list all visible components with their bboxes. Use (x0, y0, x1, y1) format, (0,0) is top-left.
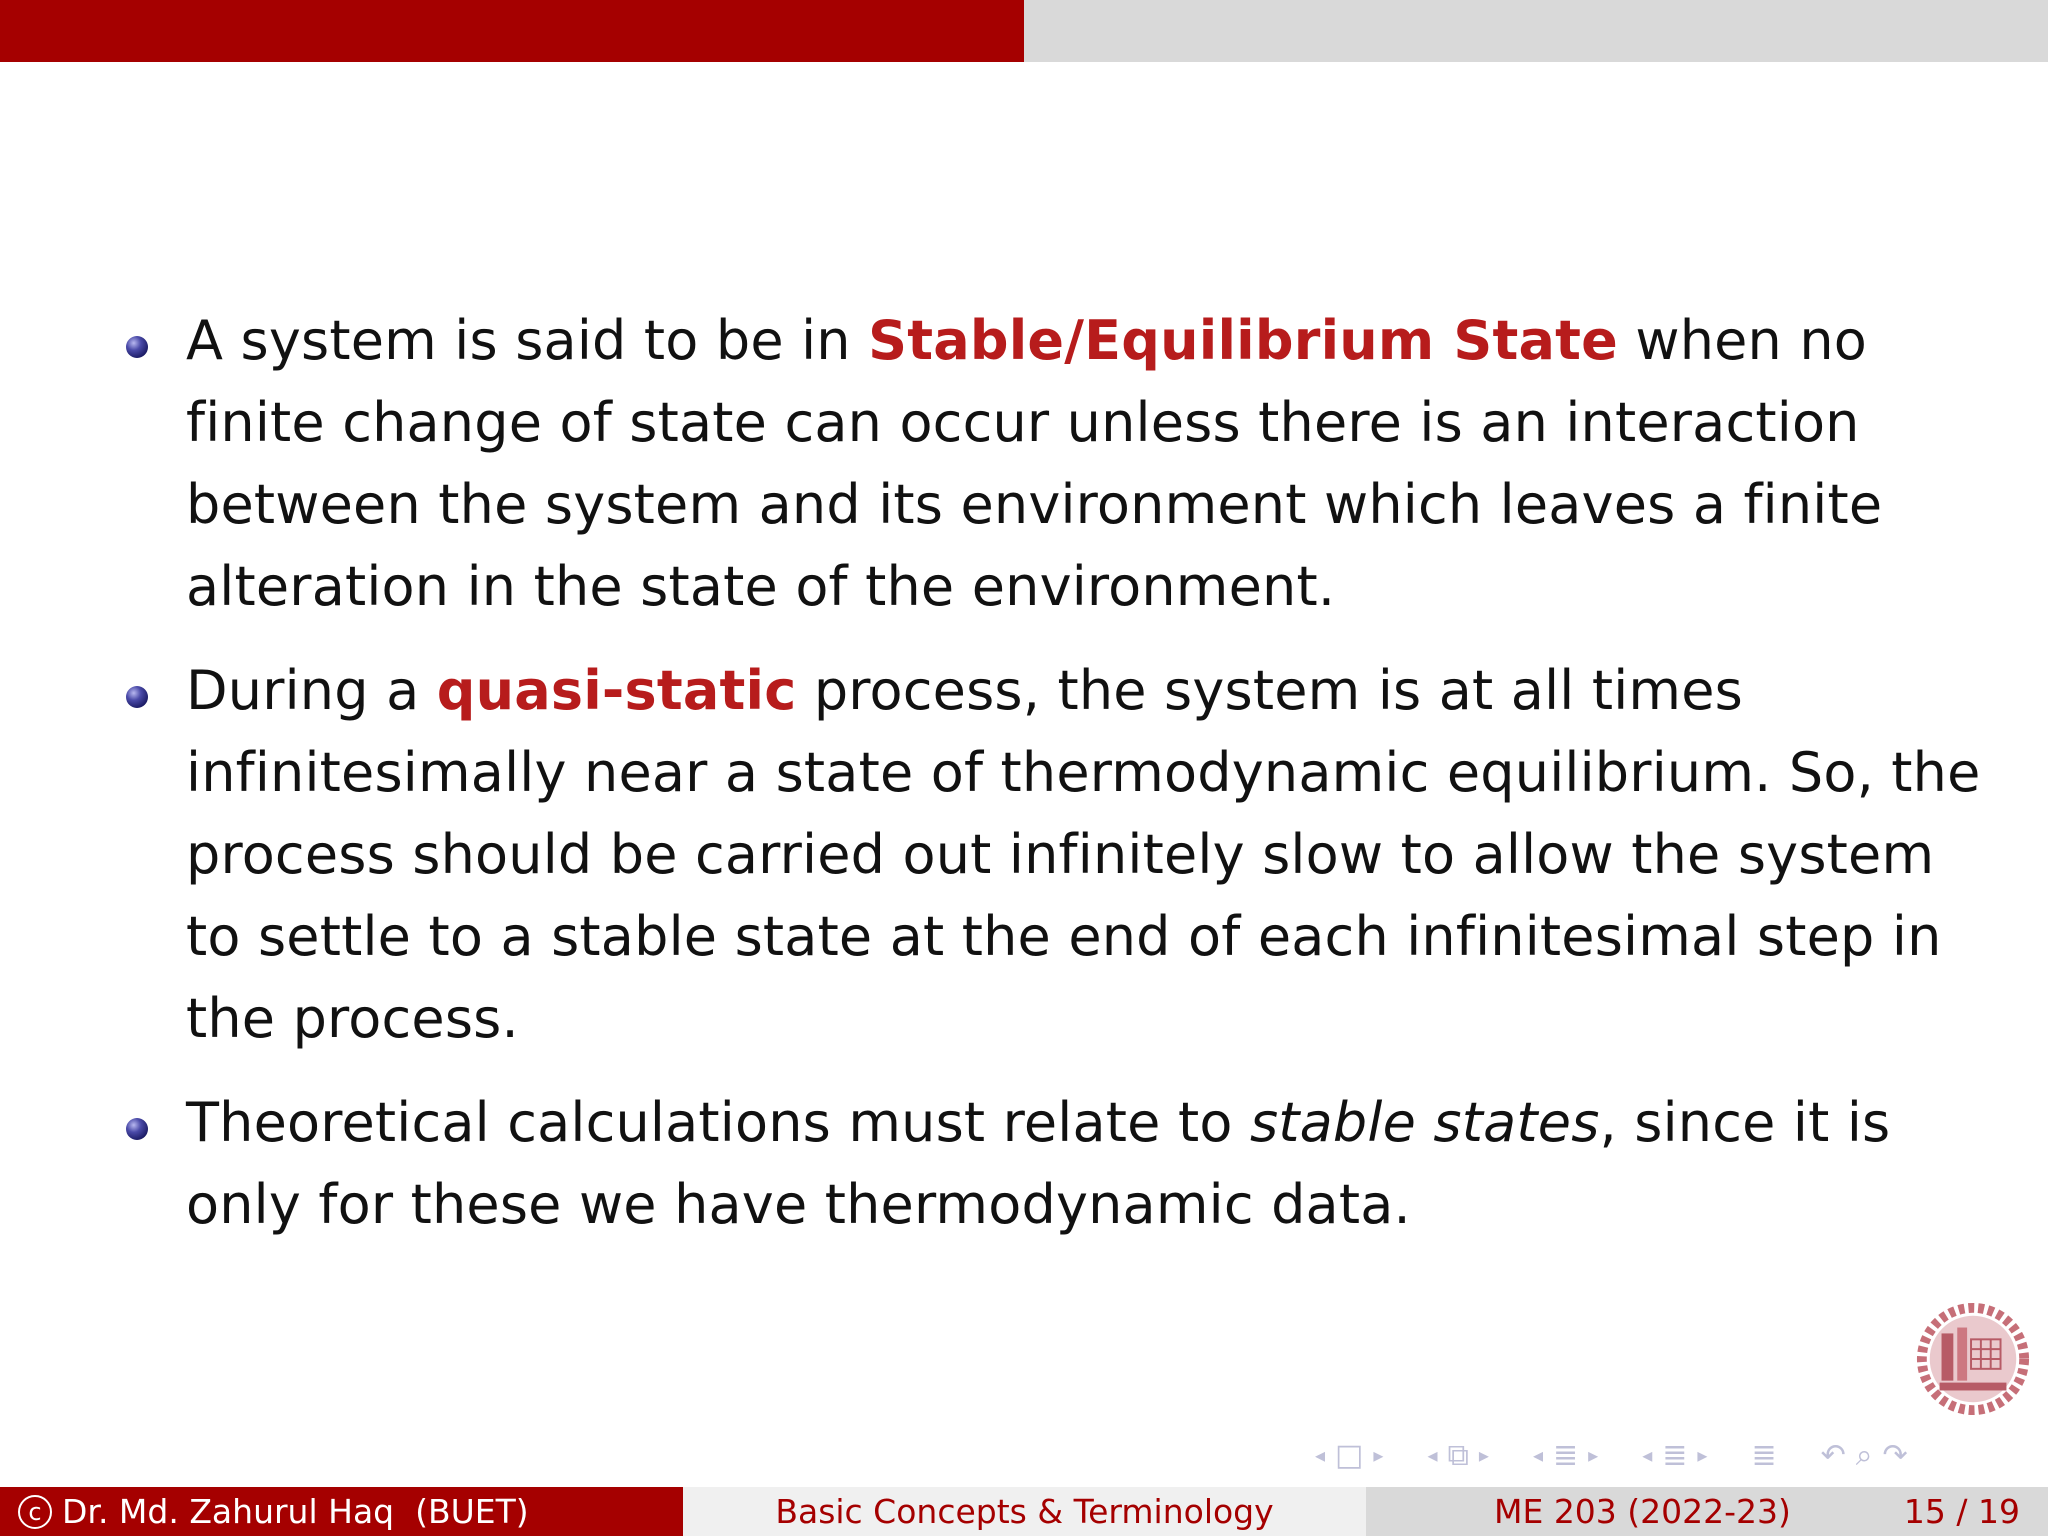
bullet-text-post: process, the system is at all times infinitesimally near a state of thermodynamic equilibrium. So, the process should be carried out infinitely slow to allow the system to settle to a stable state at the end of each infinitesimal step in the process. (186, 659, 1981, 1050)
bullet-text-post: when no finite change of state can occur unless there is an interaction between the system and its environment which leaves a finite alteration in the state of the environment. (186, 309, 1883, 618)
bullet-text (186, 650, 2000, 1060)
footer-author: Dr. Md. Zahurul Haq (BUET) (62, 1492, 529, 1531)
doc-nav-icon[interactable]: ≣ (1751, 1437, 1777, 1473)
footer-title: Basic Concepts & Terminology (775, 1492, 1274, 1531)
bullet-text-pre: During a (186, 659, 437, 722)
bullet-icon (126, 336, 148, 358)
bullet-text-post: , since it is only for these we have thermodynamic data. (186, 1091, 1891, 1236)
highlight-term: Stable/Equilibrium State (868, 309, 1618, 372)
slide-content (120, 300, 2000, 1268)
section-nav-icon[interactable]: ◂ ≣ ▸ (1642, 1437, 1708, 1473)
subsection-nav-icon[interactable]: ◂ ⧉ ▸ (1427, 1437, 1489, 1473)
bullet-text (186, 300, 2000, 628)
top-bar-accent (0, 0, 1024, 62)
section-nav-icon[interactable]: ◂ ≣ ▸ (1532, 1437, 1599, 1473)
top-bar (0, 0, 2048, 62)
beamer-navigation-bar (1310, 1437, 2030, 1473)
footer-page-number: 15 / 19 (1903, 1492, 2020, 1531)
bullet-text-pre: Theoretical calculations must relate to (186, 1091, 1250, 1154)
bullet-item-stable-state (120, 300, 2000, 628)
footer-course-section (1366, 1487, 2048, 1536)
bullet-text (186, 1082, 2000, 1246)
highlight-term: quasi-static (436, 659, 797, 722)
footer-course: ME 203 (2022-23) (1494, 1492, 1791, 1531)
search-icon[interactable]: ↶ ⌕ ↷ (1820, 1437, 1908, 1473)
bullet-text-pre: A system is said to be in (186, 309, 869, 372)
bullet-item-quasi-static (120, 650, 2000, 1060)
bullet-icon (126, 1118, 148, 1140)
footer-bar (0, 1487, 2048, 1536)
copyright-icon: c (18, 1495, 52, 1529)
footer-title-section (683, 1487, 1366, 1536)
bullet-icon (126, 686, 148, 708)
frame-nav-icon[interactable]: ◂ □ ▸ (1315, 1437, 1384, 1473)
footer-author-section (0, 1487, 683, 1536)
bullet-item-theoretical-calculations (120, 1082, 2000, 1246)
buet-logo-icon (1914, 1300, 2032, 1418)
emphasis-term: stable states (1249, 1091, 1600, 1154)
top-bar-gray (1024, 0, 2048, 62)
